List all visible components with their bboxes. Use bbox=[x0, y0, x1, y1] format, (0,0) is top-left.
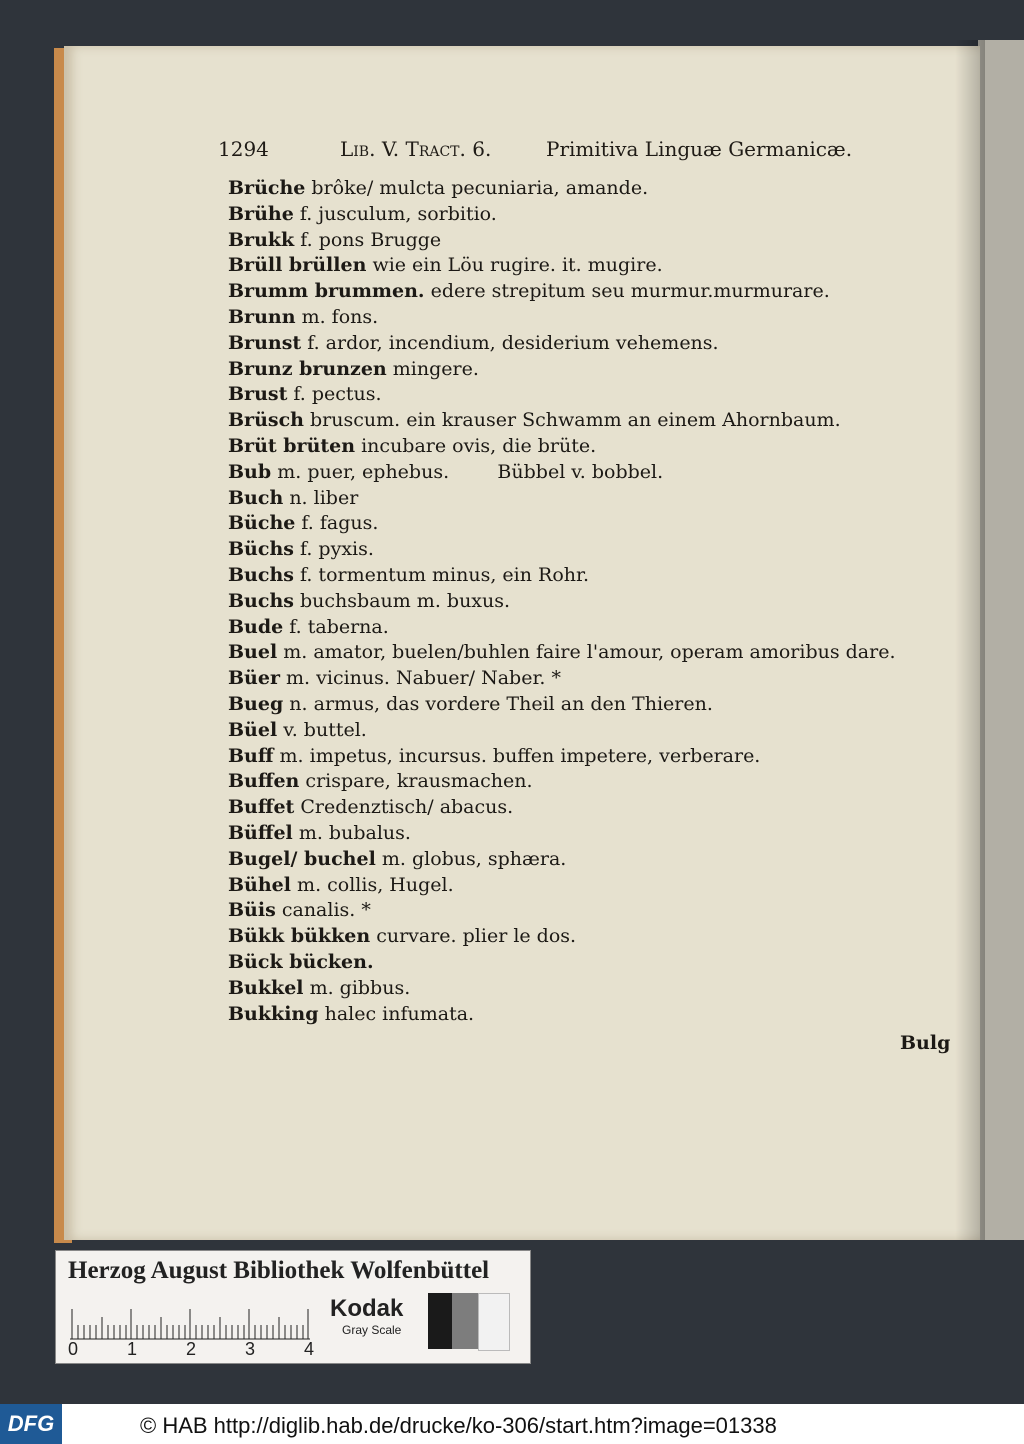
entry-gloss: f. taberna. bbox=[289, 615, 389, 638]
entry-gloss: m. gibbus. bbox=[309, 976, 411, 999]
dictionary-entry bbox=[228, 408, 968, 434]
dictionary-entry bbox=[228, 821, 968, 847]
dictionary-entry bbox=[228, 950, 968, 976]
dictionary-entry bbox=[228, 924, 968, 950]
entry-lemma: Büchs bbox=[228, 538, 294, 561]
entry-gloss: f. pectus. bbox=[293, 383, 382, 406]
library-color-card bbox=[55, 1250, 531, 1364]
entry-lemma: Buffet bbox=[228, 796, 295, 819]
entry-lemma: Büis bbox=[228, 899, 276, 922]
entry-gloss: m. bubalus. bbox=[298, 821, 411, 844]
gray-patch-white bbox=[478, 1293, 510, 1351]
entry-lemma: Brukk bbox=[228, 228, 295, 251]
dictionary-entry bbox=[228, 1002, 968, 1028]
dictionary-entry bbox=[228, 228, 968, 254]
ruler-number: 2 bbox=[186, 1339, 197, 1359]
entry-lemma: Buff bbox=[228, 744, 274, 767]
entry-gloss: m. globus, sphæra. bbox=[381, 847, 567, 870]
entry-lemma: Bukking bbox=[228, 1002, 319, 1025]
entry-gloss: m. collis, Hugel. bbox=[297, 873, 454, 896]
copyright-link[interactable]: © HAB http://diglib.hab.de/drucke/ko-306/start.htm?image=01338 bbox=[140, 1413, 777, 1438]
entry-gloss: crispare, krausmachen. bbox=[305, 770, 533, 793]
entry-lemma: Brunn bbox=[228, 305, 296, 328]
entry-gloss: m. fons. bbox=[301, 305, 379, 328]
entry-gloss: f. pyxis. bbox=[300, 538, 374, 561]
entry-lemma: Bühel bbox=[228, 873, 291, 896]
entry-lemma: Brüche bbox=[228, 177, 306, 199]
dictionary-entry bbox=[228, 305, 968, 331]
entry-gloss: n. liber bbox=[289, 486, 359, 509]
dictionary-entry bbox=[228, 253, 968, 279]
entry-lemma: Buchs bbox=[228, 563, 294, 586]
dictionary-entry bbox=[228, 589, 968, 615]
ruler-number: 0 bbox=[68, 1339, 79, 1359]
dictionary-entry bbox=[228, 486, 968, 512]
dictionary-entry bbox=[228, 331, 968, 357]
section-heading: Lib. V. Tract. 6. bbox=[340, 137, 492, 161]
dictionary-entry bbox=[228, 434, 968, 460]
entry-gloss: f. tormentum minus, ein Rohr. bbox=[300, 563, 590, 586]
entry-lemma: Brust bbox=[228, 383, 288, 406]
entry-gloss: f. ardor, incendium, desiderium vehemens. bbox=[307, 331, 719, 354]
entry-lemma: Büer bbox=[228, 667, 280, 690]
dictionary-entry bbox=[228, 898, 968, 924]
entry-gloss: canalis. * bbox=[281, 899, 371, 922]
entry-lemma: Büel bbox=[228, 718, 278, 741]
dictionary-entry bbox=[228, 795, 968, 821]
entry-gloss: curvare. plier le dos. bbox=[376, 925, 577, 948]
dictionary-entry bbox=[228, 769, 968, 795]
entry-lemma: Buel bbox=[228, 641, 278, 664]
entry-lemma: Buch bbox=[228, 486, 284, 509]
dictionary-entry bbox=[228, 744, 968, 770]
kodak-brand: Kodak bbox=[330, 1295, 404, 1322]
entry-gloss: v. buttel. bbox=[283, 718, 367, 741]
entry-lemma: Büche bbox=[228, 512, 296, 535]
entry-lemma: Büffel bbox=[228, 821, 293, 844]
entry-gloss: buchsbaum m. buxus. bbox=[300, 589, 511, 612]
entry-gloss: m. puer, ephebus. Bübbel v. bobbel. bbox=[277, 460, 664, 483]
catchword: Bulg bbox=[900, 1032, 951, 1054]
gray-patch-mid bbox=[452, 1293, 478, 1349]
dictionary-entry bbox=[228, 382, 968, 408]
dictionary-entry bbox=[228, 976, 968, 1002]
entry-gloss: n. armus, das vordere Theil an den Thieren. bbox=[289, 692, 713, 715]
dictionary-entry bbox=[228, 640, 968, 666]
ruler-number: 3 bbox=[245, 1339, 256, 1359]
gray-patch-black bbox=[428, 1293, 452, 1349]
entry-gloss: m. impetus, incursus. buffen impetere, verberare. bbox=[279, 744, 761, 767]
page-number: 1294 bbox=[218, 137, 269, 161]
dictionary-entry bbox=[228, 666, 968, 692]
library-name: Herzog August Bibliothek Wolfenbüttel bbox=[68, 1257, 490, 1284]
entry-gloss: mingere. bbox=[392, 357, 479, 380]
entry-lemma: Brüsch bbox=[228, 409, 304, 432]
ruler-numbers bbox=[68, 1339, 328, 1359]
dictionary-entry bbox=[228, 511, 968, 537]
entry-lemma: Buffen bbox=[228, 770, 300, 793]
entry-gloss: f. jusculum, sorbitio. bbox=[299, 202, 497, 225]
entry-gloss: incubare ovis, die brüte. bbox=[361, 434, 597, 457]
dictionary-entry bbox=[228, 202, 968, 228]
entry-lemma: Bueg bbox=[228, 692, 284, 715]
entry-gloss: Credenztisch/ abacus. bbox=[300, 796, 514, 819]
dictionary-entry bbox=[228, 847, 968, 873]
entry-gloss: brôke/ mulcta pecuniaria, amande. bbox=[311, 177, 649, 199]
entry-lemma: Bugel/ buchel bbox=[228, 847, 376, 870]
entry-gloss: m. amator, buelen/buhlen faire l'amour, operam amoribus dare. bbox=[283, 641, 896, 664]
dictionary-entries bbox=[228, 176, 968, 1027]
entry-lemma: Bück bücken. bbox=[228, 950, 374, 973]
dictionary-entry bbox=[228, 718, 968, 744]
entry-lemma: Brüll brüllen bbox=[228, 254, 367, 277]
entry-lemma: Bükk bükken bbox=[228, 925, 371, 948]
ruler-scale bbox=[70, 1303, 320, 1341]
dictionary-entry bbox=[228, 176, 968, 202]
entry-lemma: Brüt brüten bbox=[228, 434, 356, 457]
entry-lemma: Brumm brummen. bbox=[228, 280, 425, 303]
running-title: Primitiva Linguæ Germanicæ. bbox=[546, 137, 853, 161]
entry-gloss: bruscum. ein krauser Schwamm an einem Ahornbaum. bbox=[310, 409, 841, 432]
kodak-gray-scale-label: Gray Scale bbox=[342, 1323, 402, 1337]
entry-gloss: halec infumata. bbox=[324, 1002, 475, 1025]
entry-lemma: Brunz brunzen bbox=[228, 357, 387, 380]
ruler-number: 4 bbox=[304, 1339, 315, 1359]
entry-gloss: f. pons Brugge bbox=[300, 228, 442, 251]
entry-lemma: Bub bbox=[228, 460, 272, 483]
dictionary-entry bbox=[228, 460, 968, 486]
dictionary-entry bbox=[228, 537, 968, 563]
entry-lemma: Buchs bbox=[228, 589, 294, 612]
dfg-logo: DFG bbox=[0, 1404, 62, 1444]
entry-lemma: Bukkel bbox=[228, 976, 304, 999]
dictionary-entry bbox=[228, 357, 968, 383]
ruler-number: 1 bbox=[127, 1339, 138, 1359]
entry-lemma: Bude bbox=[228, 615, 284, 638]
entry-lemma: Brühe bbox=[228, 202, 294, 225]
entry-gloss: edere strepitum seu murmur.murmurare. bbox=[430, 280, 830, 303]
dictionary-entry bbox=[228, 615, 968, 641]
dictionary-entry bbox=[228, 279, 968, 305]
dictionary-entry bbox=[228, 692, 968, 718]
dictionary-entry bbox=[228, 563, 968, 589]
dictionary-entry bbox=[228, 873, 968, 899]
entry-gloss: wie ein Löu rugire. it. mugire. bbox=[372, 254, 663, 277]
entry-lemma: Brunst bbox=[228, 331, 302, 354]
entry-gloss: m. vicinus. Nabuer/ Naber. * bbox=[286, 667, 562, 690]
entry-gloss: f. fagus. bbox=[301, 512, 379, 535]
